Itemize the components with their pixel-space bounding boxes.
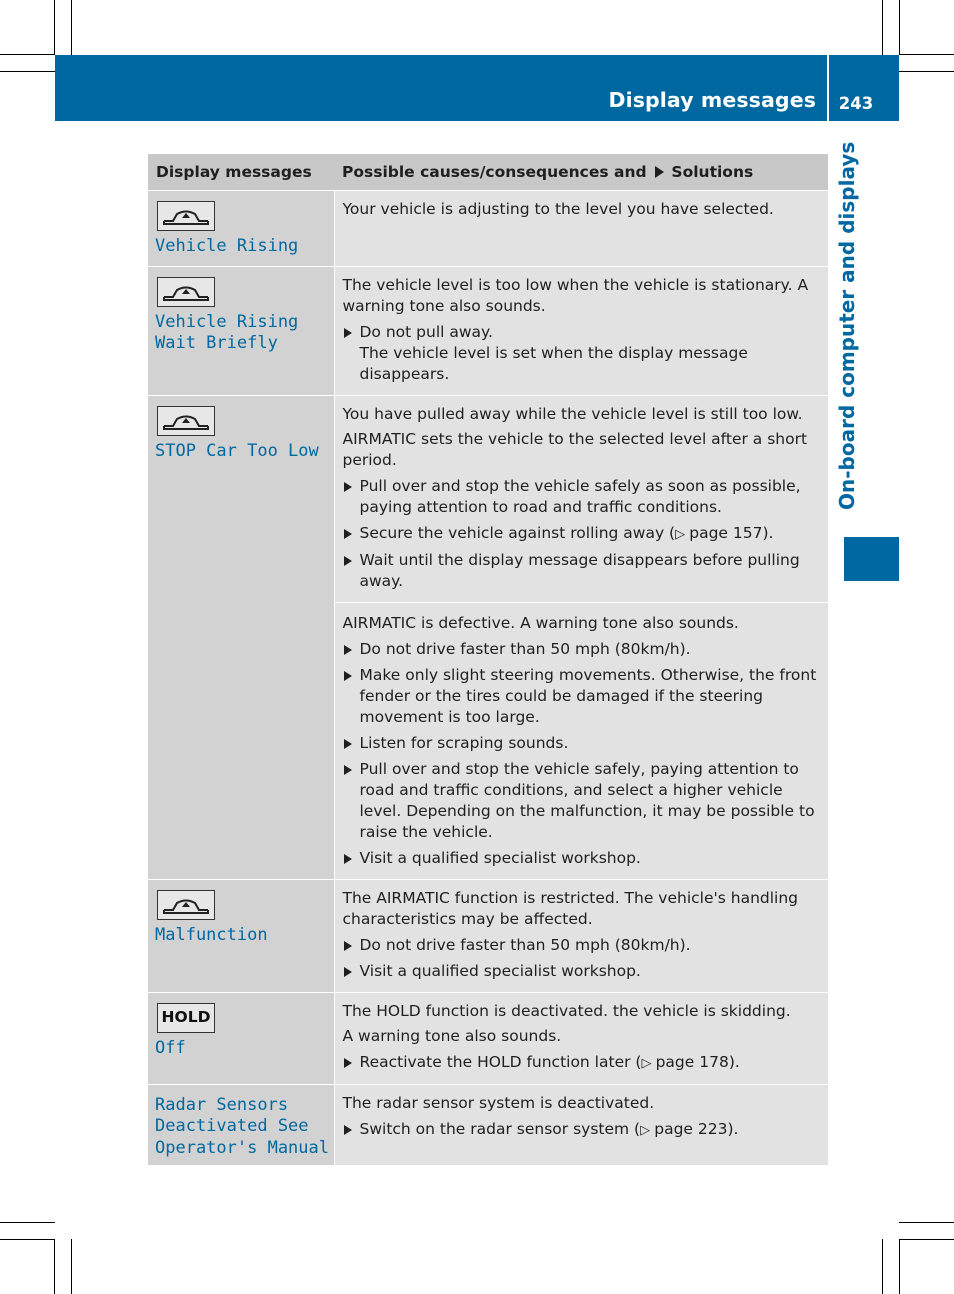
crop-mark [899, 0, 900, 55]
crop-mark [899, 1222, 954, 1223]
message-cell [148, 879, 334, 992]
crop-mark [0, 71, 55, 72]
page-reference-icon: ▷ [640, 1122, 655, 1138]
solution-text: Do not drive faster than 50 mph (80km/h). [359, 639, 691, 658]
solution-text: Pull over and stop the vehicle safely as soon as possible, paying attention to road and traffic conditions. [359, 476, 801, 516]
vehicle-level-icon [157, 277, 215, 307]
solution-bullet [343, 523, 823, 545]
display-message-text: Off [155, 1037, 186, 1058]
solution-bullet [343, 476, 823, 518]
vehicle-level-icon [157, 201, 215, 231]
solution-bullet [343, 961, 823, 982]
message-cell [148, 395, 334, 879]
message-cell [148, 191, 334, 267]
vehicle-level-icon [157, 890, 215, 920]
arrow-right-icon [344, 529, 352, 539]
cause-paragraph: You have pulled away while the vehicle level is still too low. [342, 404, 803, 423]
arrow-right-icon [344, 854, 352, 864]
page-number: 243 [838, 94, 874, 113]
arrow-right-icon [344, 482, 352, 492]
display-messages-table [148, 154, 828, 1166]
display-message-text: Radar Sensors Deactivated See Operator's Manual [155, 1094, 329, 1158]
causes-cell [334, 395, 828, 602]
solution-text: Listen for scraping sounds. [359, 733, 569, 752]
header-divider [827, 55, 829, 121]
display-message-text: Vehicle Rising Wait Briefly [155, 311, 299, 353]
column-header-messages: Display messages [148, 154, 334, 191]
cause-paragraph: The vehicle level is too low when the vehicle is stationary. A warning tone also sounds. [342, 275, 809, 315]
hold-icon: HOLD [157, 1003, 215, 1033]
solution-text: Reactivate the HOLD function later ( [359, 1052, 642, 1071]
crop-mark [882, 1239, 883, 1294]
solution-text: Secure the vehicle against rolling away ( [359, 523, 676, 542]
solution-text: Do not pull away. The vehicle level is set when the display message disappears. [359, 322, 748, 383]
column-header-solutions-text: Solutions [671, 163, 754, 181]
causes-cell [334, 602, 828, 879]
solution-text: Make only slight steering movements. Otherwise, the front fender or the tires could be damaged if the steering movement is too large. [359, 665, 817, 726]
cause-paragraph: The HOLD function is deactivated. the vehicle is skidding. [342, 1001, 791, 1020]
crop-mark [0, 54, 55, 55]
crop-mark [882, 0, 883, 55]
table-row [148, 992, 828, 1084]
vehicle-level-icon [157, 406, 215, 436]
crop-mark [71, 1239, 72, 1294]
message-cell [148, 266, 334, 395]
section-tab-marker [844, 537, 899, 581]
cause-paragraph: The radar sensor system is deactivated. [342, 1093, 655, 1112]
column-header-causes [334, 154, 828, 191]
crop-mark [899, 1239, 900, 1294]
solution-bullet [343, 1119, 823, 1141]
table-row [148, 191, 828, 267]
arrow-right-icon [344, 941, 352, 951]
solution-text: Do not drive faster than 50 mph (80km/h). [359, 935, 691, 954]
section-tab-label: On-board computer and displays [835, 141, 859, 510]
display-message-text: STOP Car Too Low [155, 440, 319, 461]
solution-bullet [343, 935, 823, 956]
display-message-text: Vehicle Rising [155, 236, 299, 256]
solution-text: Visit a qualified specialist workshop. [359, 848, 641, 867]
page-reference-icon: ▷ [675, 526, 690, 542]
crop-mark [899, 54, 954, 55]
table-row [148, 879, 828, 992]
crop-mark [0, 1222, 55, 1223]
cause-paragraph: AIRMATIC sets the vehicle to the selected level after a short period. [342, 429, 808, 469]
crop-mark [899, 1239, 954, 1240]
column-header-causes-text: Possible causes/consequences and [342, 163, 647, 181]
cause-paragraph: The AIRMATIC function is restricted. The vehicle's handling characteristics may be affected. [342, 888, 799, 928]
crop-mark [899, 71, 954, 72]
page-title: Display messages [608, 88, 816, 112]
causes-cell [334, 992, 828, 1084]
solution-bullet [343, 1052, 823, 1074]
solution-bullet [343, 759, 823, 843]
crop-mark [71, 0, 72, 55]
arrow-right-icon [344, 556, 352, 566]
solution-text: Wait until the display message disappears before pulling away. [359, 550, 800, 590]
causes-cell [334, 1084, 828, 1166]
solution-bullet [343, 639, 823, 660]
arrow-right-icon [344, 1058, 352, 1068]
solution-bullet [343, 322, 823, 385]
causes-cell [334, 266, 828, 395]
table-row [148, 266, 828, 395]
causes-cell [334, 879, 828, 992]
table-header-row [148, 154, 828, 191]
page-reference-link[interactable]: page 157). [689, 523, 774, 542]
page-reference-icon: ▷ [641, 1055, 656, 1071]
arrow-right-icon [344, 1125, 352, 1135]
arrow-right-icon [344, 328, 352, 338]
solution-text: Visit a qualified specialist workshop. [359, 961, 641, 980]
solution-text: Switch on the radar sensor system ( [359, 1119, 641, 1138]
solution-bullet [343, 665, 823, 728]
arrow-right-icon [344, 671, 352, 681]
arrow-right-icon [655, 166, 664, 178]
solution-bullet [343, 550, 823, 592]
table-row [148, 1084, 828, 1166]
arrow-right-icon [344, 739, 352, 749]
solution-bullet [343, 733, 823, 754]
crop-mark [54, 0, 55, 55]
solution-bullet [343, 848, 823, 869]
page-reference-link[interactable]: page 223). [654, 1119, 739, 1138]
message-cell [148, 992, 334, 1084]
causes-cell [334, 191, 828, 267]
message-cell [148, 1084, 334, 1166]
display-message-text: Malfunction [155, 924, 268, 945]
cause-paragraph: AIRMATIC is defective. A warning tone also sounds. [342, 613, 739, 632]
cause-paragraph: A warning tone also sounds. [342, 1026, 562, 1045]
arrow-right-icon [344, 645, 352, 655]
cause-paragraph: Your vehicle is adjusting to the level you have selected. [342, 200, 774, 218]
table-row [148, 395, 828, 602]
page-reference-link[interactable]: page 178). [655, 1052, 740, 1071]
arrow-right-icon [344, 967, 352, 977]
solution-text: Pull over and stop the vehicle safely, paying attention to road and traffic conditions, and select a higher vehicle level. Depending on the malfunction, it may be possible to raise the vehicle. [359, 759, 815, 841]
crop-mark [0, 1239, 55, 1240]
arrow-right-icon [344, 765, 352, 775]
crop-mark [54, 1239, 55, 1294]
